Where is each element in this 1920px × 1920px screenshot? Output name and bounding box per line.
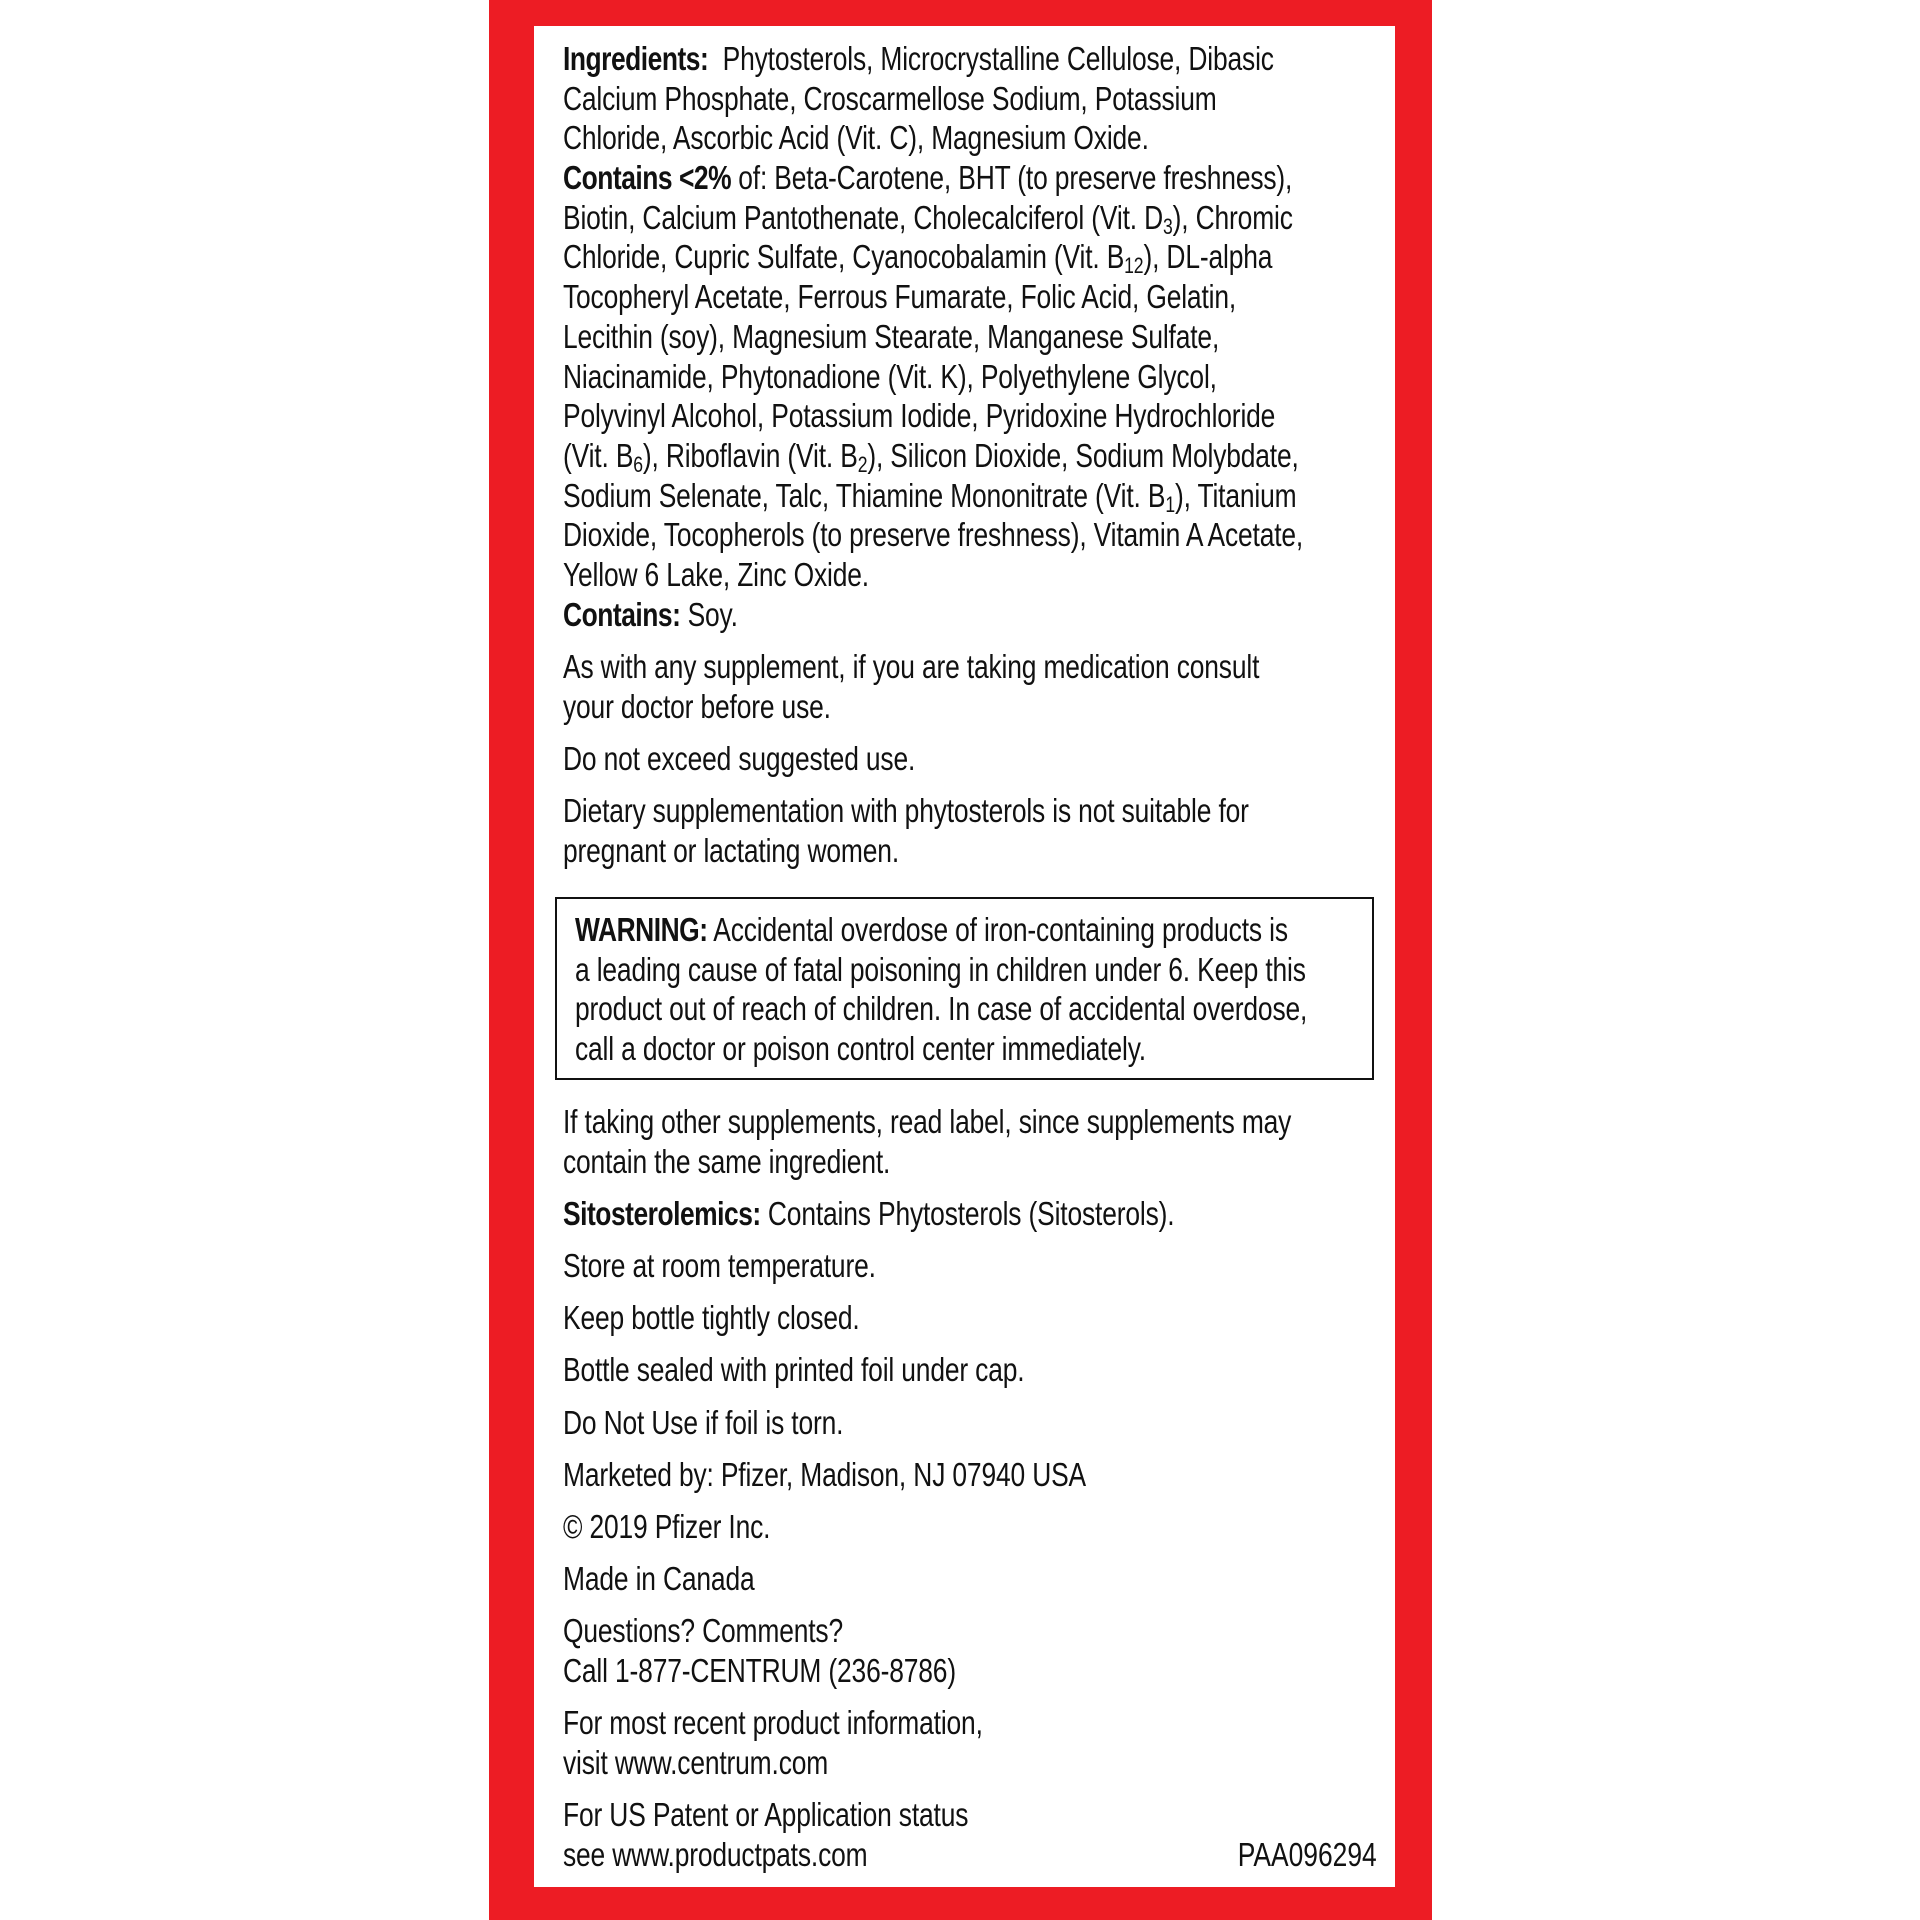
contains-lt2-line: Polyvinyl Alcohol, Potassium Iodide, Pyridoxine Hydrochloride — [563, 397, 1276, 435]
warning-line: call a doctor or poison control center immediately. — [575, 1030, 1146, 1068]
storage-line: Store at room temperature. — [563, 1247, 876, 1285]
sitosterolemics-heading: Sitosterolemics: — [563, 1194, 761, 1232]
other-supplements-line: contain the same ingredient. — [563, 1142, 891, 1180]
storage-line: Keep bottle tightly closed. — [563, 1299, 860, 1337]
warning-line: a leading cause of fatal poisoning in children under 6. Keep this — [575, 950, 1306, 988]
advice-line: your doctor before use. — [563, 687, 831, 725]
info-line: For most recent product information, — [563, 1704, 983, 1742]
marketed-by: Marketed by: Pfizer, Madison, NJ 07940 USA — [563, 1455, 1086, 1493]
warning-line: WARNING: Accidental overdose of iron-containing products is — [575, 911, 1288, 948]
contains-lt2-line: Chloride, Cupric Sulfate, Cyanocobalamin (Vit. $B_{12}$), DL-alpha — [563, 238, 1273, 279]
contains-lt2-line: Sodium Selenate, Talc, Thiamine Mononitrate (Vit. $B_1$), Titanium — [563, 476, 1297, 517]
patent-link[interactable]: see www.productpats.com — [563, 1835, 868, 1873]
contains-lt2-line: (Vit. $B_6$), Riboflavin (Vit. $B_2$), Silicon Dioxide, Sodium Molybdate, — [563, 436, 1299, 477]
product-code: PAA096294 — [1238, 1836, 1377, 1873]
contains-lt2-line: Niacinamide, Phytonadione (Vit. K), Polyethylene Glycol, — [563, 357, 1217, 395]
contains-lt2-heading: Contains <2% — [563, 159, 732, 197]
other-supplements-line: If taking other supplements, read label, since supplements may — [563, 1103, 1292, 1140]
warning-line: product out of reach of children. In case of accidental overdose, — [575, 990, 1308, 1028]
ingredients-heading: Ingredients: — [563, 40, 709, 77]
advice-line: Dietary supplementation with phytosterols is not suitable for — [563, 791, 1249, 829]
advice-line: pregnant or lactating women. — [563, 831, 899, 869]
ingredients-line: Calcium Phosphate, Croscarmellose Sodium, Potassium — [563, 79, 1217, 117]
phone-line: Call 1-877-CENTRUM (236-8786) — [563, 1652, 956, 1690]
copyright: © 2019 Pfizer Inc. — [563, 1508, 771, 1545]
contains-lt2-line: Tocopheryl Acetate, Ferrous Fumarate, Folic Acid, Gelatin, — [563, 278, 1237, 316]
contains-lt2-line: Contains <2% of: Beta-Carotene, BHT (to preserve freshness), — [563, 159, 1293, 197]
allergen-heading: Contains: — [563, 595, 681, 633]
made-in: Made in Canada — [563, 1560, 755, 1598]
warning-text — [575, 910, 1375, 1069]
lower-section — [563, 1102, 1379, 1875]
contains-lt2-line: Biotin, Calcium Pantothenate, Cholecalciferol (Vit. $D_3$), Chromic — [563, 198, 1293, 239]
ingredients-line: Ingredients: Phytosterols, Microcrystalline Cellulose, Dibasic — [563, 40, 1274, 77]
questions-line: Questions? Comments? — [563, 1612, 843, 1650]
allergen-line: Contains: Soy. — [563, 595, 738, 633]
warning-heading: WARNING: — [575, 911, 708, 948]
website-link[interactable]: visit www.centrum.com — [563, 1743, 829, 1781]
storage-line: Bottle sealed with printed foil under cap. — [563, 1351, 1025, 1389]
advice-line: As with any supplement, if you are taking medication consult — [563, 647, 1260, 685]
contains-lt2-line: Yellow 6 Lake, Zinc Oxide. — [563, 555, 869, 593]
patent-line: For US Patent or Application status — [563, 1796, 969, 1834]
storage-line: Do Not Use if foil is torn. — [563, 1403, 844, 1441]
advice-line: Do not exceed suggested use. — [563, 739, 916, 777]
contains-lt2-line: Dioxide, Tocopherols (to preserve freshness), Vitamin A Acetate, — [563, 516, 1304, 554]
sitosterolemics-line: Sitosterolemics: Contains Phytosterols (Sitosterols). — [563, 1194, 1175, 1232]
ingredients-section — [563, 39, 1379, 870]
ingredients-line: Chloride, Ascorbic Acid (Vit. C), Magnesium Oxide. — [563, 119, 1149, 157]
contains-lt2-line: Lecithin (soy), Magnesium Stearate, Manganese Sulfate, — [563, 317, 1220, 355]
